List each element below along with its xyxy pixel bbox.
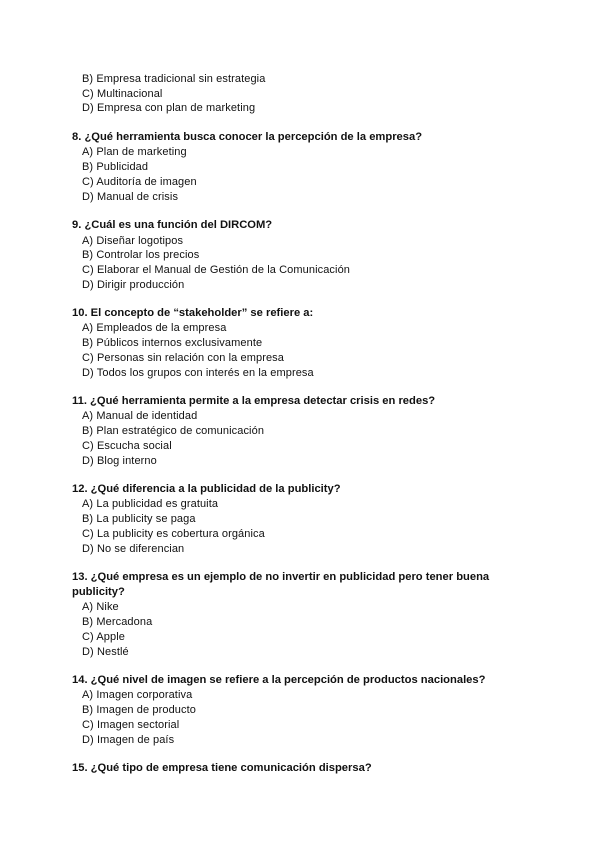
q9-option-d: D) Dirigir producción bbox=[82, 279, 185, 291]
question-11: 11. ¿Qué herramienta permite a la empresa detectar crisis en redes? bbox=[72, 395, 436, 407]
q10-option-a: A) Empleados de la empresa bbox=[82, 322, 227, 334]
question-9: 9. ¿Cuál es una función del DIRCOM? bbox=[72, 219, 273, 231]
q11-option-b: B) Plan estratégico de comunicación bbox=[82, 425, 265, 437]
question-14: 14. ¿Qué nivel de imagen se refiere a la percepción de productos nacionales? bbox=[72, 674, 486, 686]
q13-option-a: A) Nike bbox=[82, 601, 119, 613]
q13-option-d: D) Nestlé bbox=[82, 646, 129, 658]
question-13-line-2: publicity? bbox=[72, 586, 125, 598]
option-prev-b: B) Empresa tradicional sin estrategia bbox=[82, 73, 266, 85]
option-prev-c: C) Multinacional bbox=[82, 88, 163, 100]
question-13-line-1: 13. ¿Qué empresa es un ejemplo de no invertir en publicidad pero tener buena bbox=[72, 571, 490, 583]
q11-option-a: A) Manual de identidad bbox=[82, 410, 198, 422]
question-12: 12. ¿Qué diferencia a la publicidad de la publicity? bbox=[72, 483, 341, 495]
q13-option-b: B) Mercadona bbox=[82, 616, 153, 628]
option-prev-d: D) Empresa con plan de marketing bbox=[82, 102, 256, 114]
q10-option-d: D) Todos los grupos con interés en la empresa bbox=[82, 367, 314, 379]
q8-option-c: C) Auditoría de imagen bbox=[82, 176, 197, 188]
q14-option-b: B) Imagen de producto bbox=[82, 704, 197, 716]
question-15: 15. ¿Qué tipo de empresa tiene comunicación dispersa? bbox=[72, 762, 372, 774]
q8-option-d: D) Manual de crisis bbox=[82, 191, 179, 203]
q9-option-b: B) Controlar los precios bbox=[82, 249, 200, 261]
q14-option-c: C) Imagen sectorial bbox=[82, 719, 180, 731]
q9-option-a: A) Diseñar logotipos bbox=[82, 235, 184, 247]
question-10: 10. El concepto de “stakeholder” se refiere a: bbox=[72, 307, 314, 319]
q9-option-c: C) Elaborar el Manual de Gestión de la Comunicación bbox=[82, 264, 351, 276]
q14-option-d: D) Imagen de país bbox=[82, 734, 175, 746]
q10-option-c: C) Personas sin relación con la empresa bbox=[82, 352, 284, 364]
q14-option-a: A) Imagen corporativa bbox=[82, 689, 193, 701]
q8-option-a: A) Plan de marketing bbox=[82, 146, 187, 158]
question-8: 8. ¿Qué herramienta busca conocer la percepción de la empresa? bbox=[72, 131, 423, 143]
q8-option-b: B) Publicidad bbox=[82, 161, 149, 173]
q12-option-c: C) La publicity es cobertura orgánica bbox=[82, 528, 265, 540]
q12-option-a: A) La publicidad es gratuita bbox=[82, 498, 219, 510]
q12-option-b: B) La publicity se paga bbox=[82, 513, 196, 525]
q10-option-b: B) Públicos internos exclusivamente bbox=[82, 337, 263, 349]
q11-option-c: C) Escucha social bbox=[82, 440, 172, 452]
q12-option-d: D) No se diferencian bbox=[82, 543, 185, 555]
q11-option-d: D) Blog interno bbox=[82, 455, 157, 467]
q13-option-c: C) Apple bbox=[82, 631, 125, 643]
